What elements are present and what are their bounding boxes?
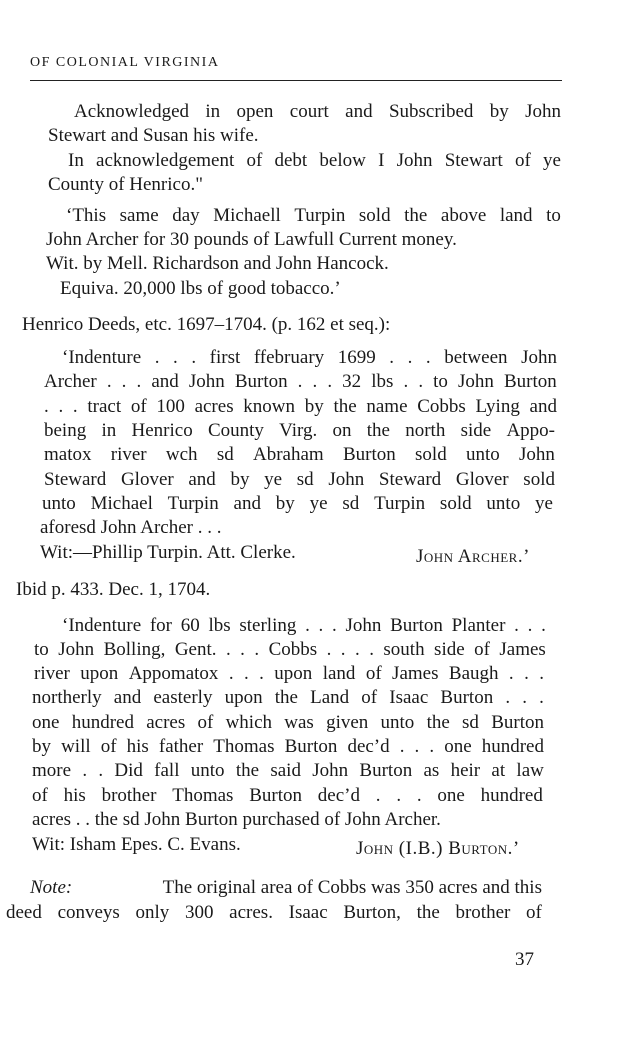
text-line: Archer . . . and John Burton . . . 32 lbs . . to John Burton — [44, 371, 557, 392]
text-line: John Archer for 30 pounds of Lawfull Current money. — [46, 229, 457, 250]
page-number: 37 — [515, 949, 534, 970]
signature: John Archer.’ — [416, 546, 530, 567]
text-line: Acknowledged in open court and Subscribed by John — [74, 101, 561, 122]
text-line: Steward Glover and by ye sd John Steward Glover sold — [44, 469, 555, 490]
running-header: OF COLONIAL VIRGINIA — [30, 55, 220, 70]
text-line: Wit. by Mell. Richardson and John Hancock. — [46, 253, 389, 274]
signature: John (I.B.) Burton.’ — [356, 838, 520, 859]
text-line: northerly and easterly upon the Land of Isaac Burton . . . — [32, 687, 544, 708]
text-line: more . . Did fall unto the said John Burton as heir at law — [32, 760, 544, 781]
text-line: one hundred acres of which was given unto the sd Burton — [32, 712, 544, 733]
witness-line: Wit:—Phillip Turpin. Att. Clerke. — [40, 542, 296, 563]
note-text: The original area of Cobbs was 350 acres and this — [162, 877, 542, 898]
text-line: to John Bolling, Gent. . . . Cobbs . . . . south side of James — [34, 639, 546, 660]
text-line: . . . tract of 100 acres known by the name Cobbs Lying and — [44, 396, 557, 417]
header-rule — [30, 80, 562, 81]
note-line: deed conveys only 300 acres. Isaac Burton, the brother of — [6, 902, 542, 923]
text-line: by will of his father Thomas Burton dec’d . . . one hundred — [32, 736, 544, 757]
text-line: unto Michael Turpin and by ye sd Turpin sold unto ye — [42, 493, 553, 514]
text-line: aforesd John Archer . . . — [40, 517, 222, 538]
text-line: matox river wch sd Abraham Burton sold unto John — [44, 444, 555, 465]
text-line: acres . . the sd John Burton purchased of John Archer. — [32, 809, 441, 830]
text-line: being in Henrico County Virg. on the north side Appo- — [44, 420, 555, 441]
section-heading: Ibid p. 433. Dec. 1, 1704. — [16, 579, 211, 600]
text-line: ‘This same day Michaell Turpin sold the above land to — [66, 205, 561, 226]
witness-line: Wit: Isham Epes. C. Evans. — [32, 834, 241, 855]
text-line: ‘Indenture for 60 lbs sterling . . . John Burton Planter . . . — [62, 615, 546, 636]
text-line: river upon Appomatox . . . upon land of James Baugh . . . — [34, 663, 544, 684]
text-line: In acknowledgement of debt below I John Stewart of ye — [68, 150, 561, 171]
text-line: County of Henrico." — [48, 174, 203, 195]
section-heading: Henrico Deeds, etc. 1697–1704. (p. 162 et seq.): — [22, 314, 391, 335]
note-line — [30, 876, 542, 900]
text-line: of his brother Thomas Burton dec’d . . . one hundred — [32, 785, 543, 806]
text-line: ‘Indenture . . . first ffebruary 1699 . . . between John — [62, 347, 557, 368]
text-line: Stewart and Susan his wife. — [48, 125, 259, 146]
note-label: Note: — [30, 877, 73, 898]
text-line: Equiva. 20,000 lbs of good tobacco.’ — [60, 278, 341, 299]
